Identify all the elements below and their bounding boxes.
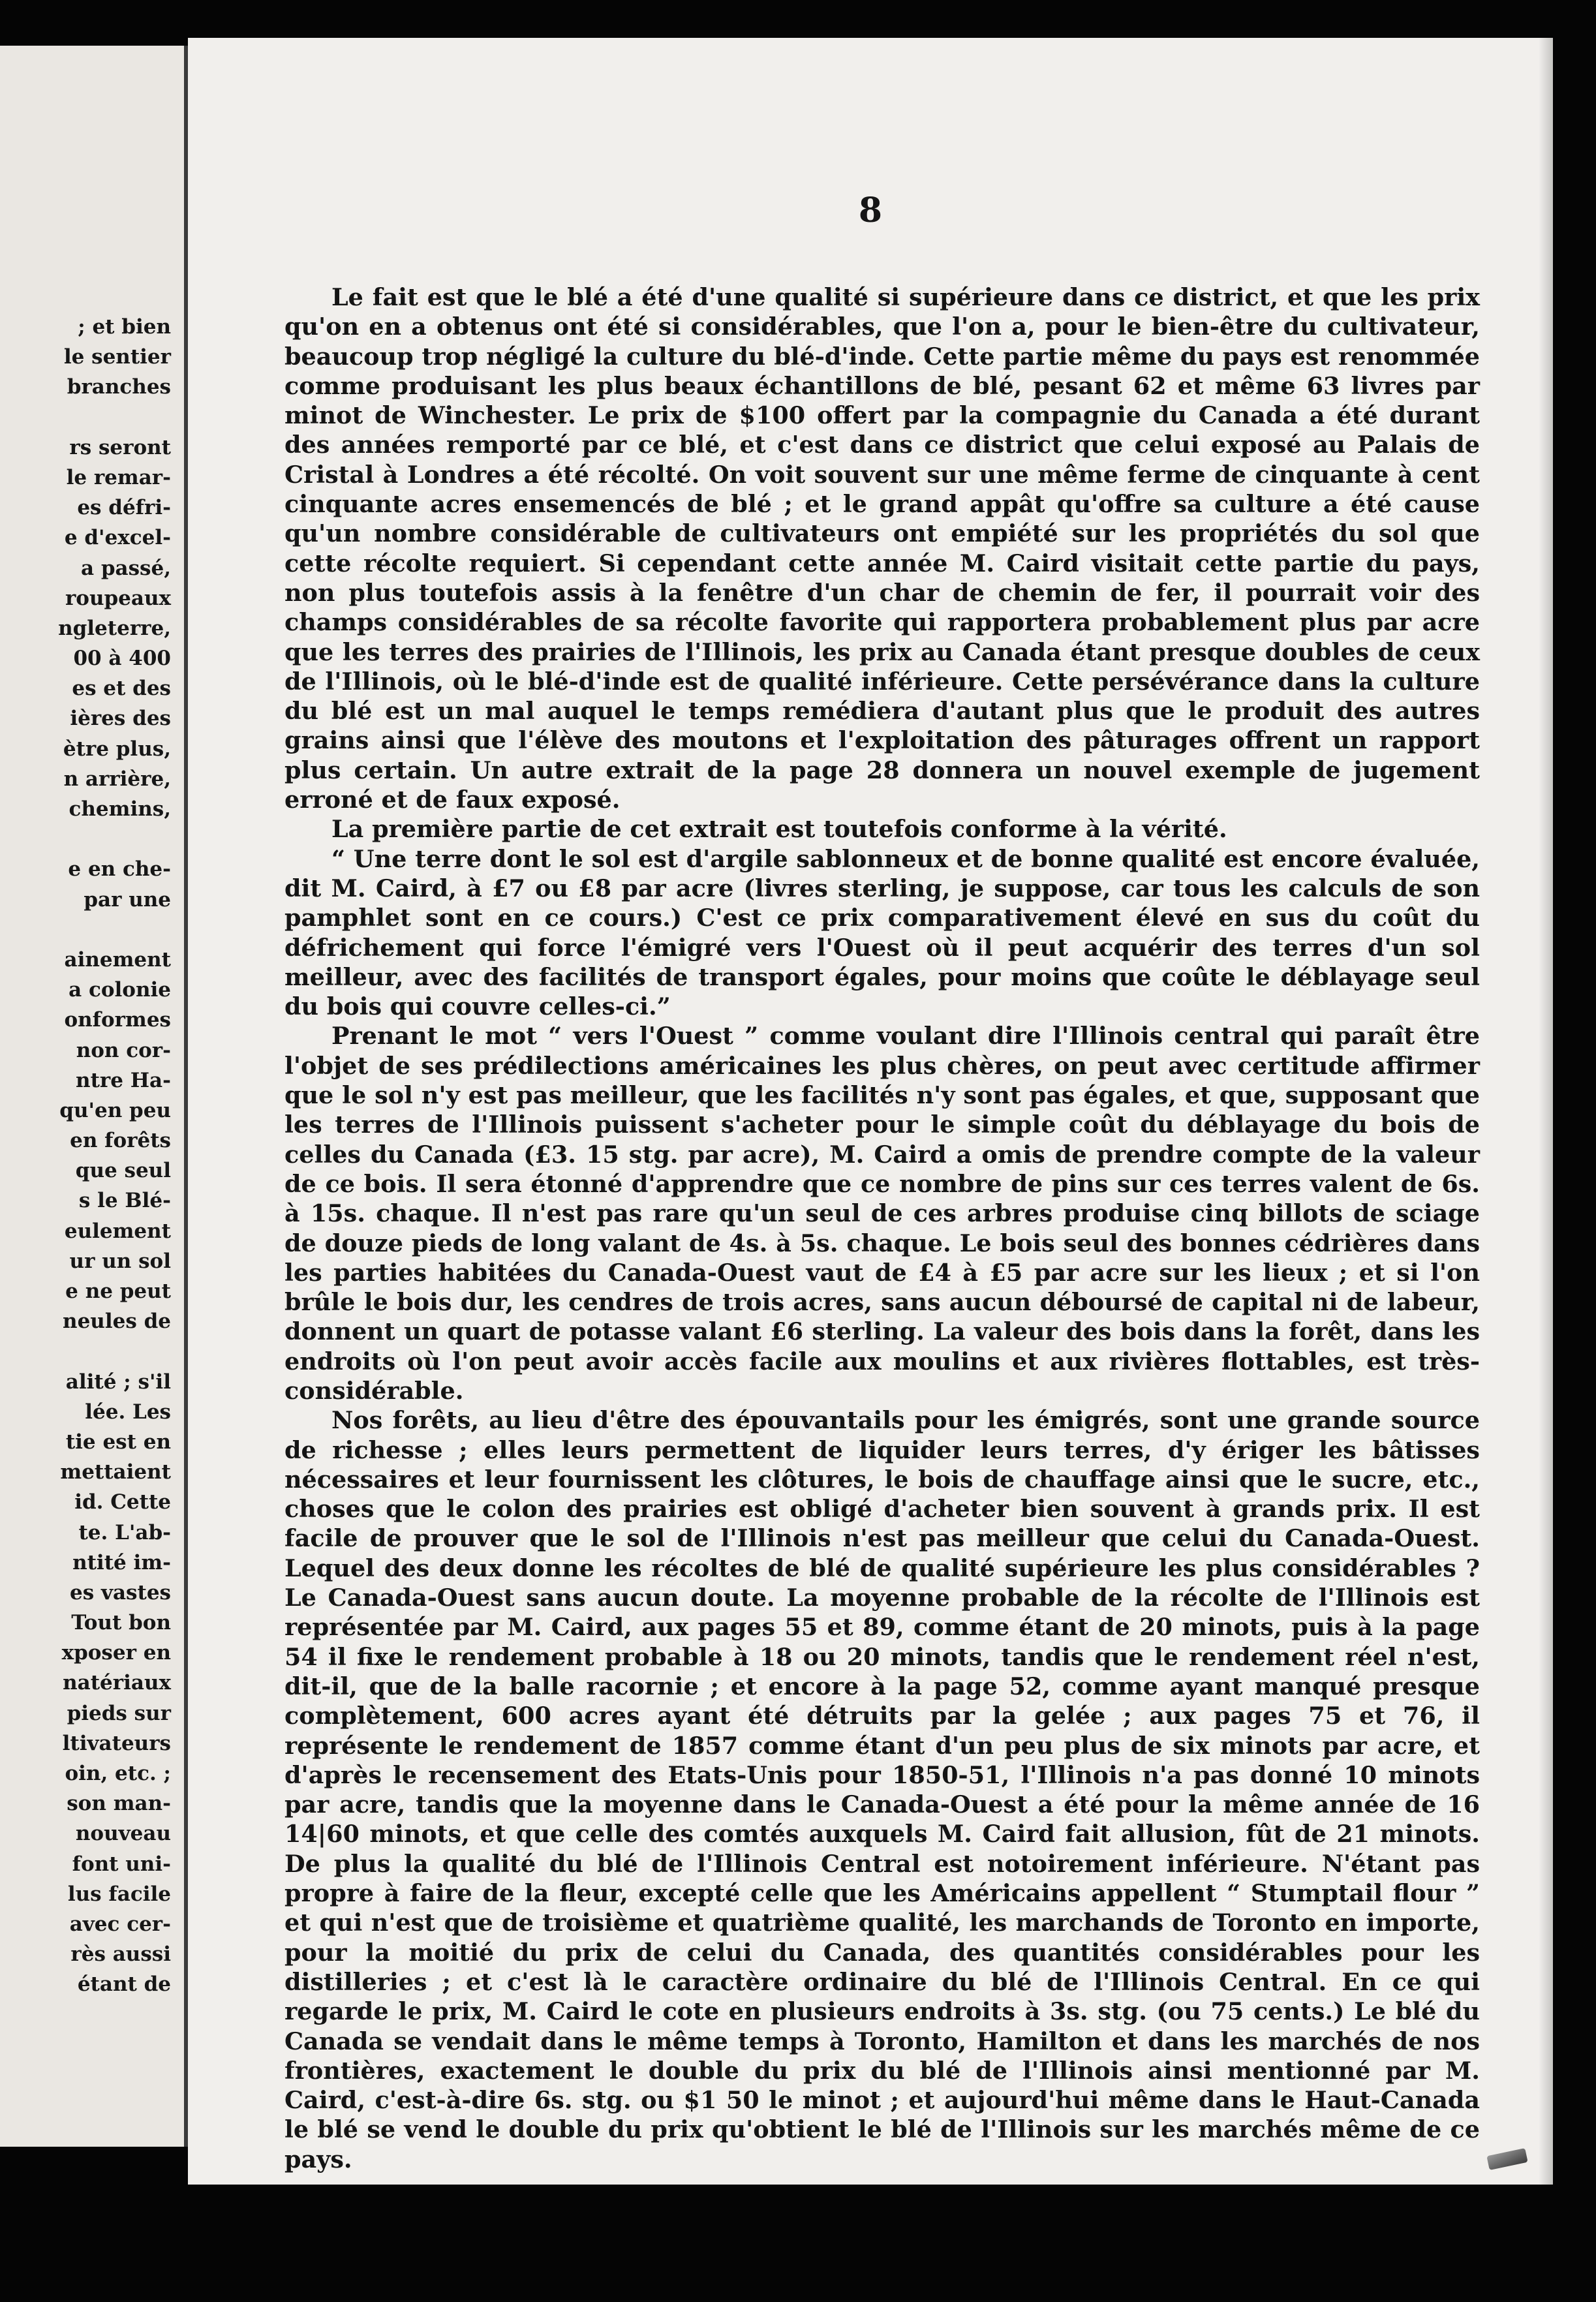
previous-page-line: eulement	[64, 1219, 171, 1243]
previous-page-line: onformes	[64, 1008, 171, 1032]
previous-page-line: pieds sur	[67, 1701, 171, 1725]
paragraph: Le fait est que le blé a été d'une qualité si supérieure dans ce district, et que les prix qu'on en a obtenus ont été si considérables, que l'on a, pour le bien-être du cultivateur, beaucoup trop négligé la culture du blé-d'inde. Cette partie même du pays est renommée comme produisant les plus beaux échantillons de blé, pesant 62 et même 63 livres par minot de Winchester. Le prix de $100 offert par la compagnie du Canada a été durant des années remporté par ce blé, et c'est dans ce district que celui exposé au Palais de Cristal à Londres a été récolté. On voit souvent sur une même ferme de cinquante à cent cinquante acres ensemencés de blé ; et le grand appât qu'offre sa culture a été cause qu'un nombre considérable de cultivateurs ont empiété sur les propriétés du sol que cette récolte requiert. Si cependant cette année M. Caird visitait cette partie du pays, non plus toutefois assis à la fenêtre d'un char de chemin de fer, il pourrait voir des champs considérables de sa récolte favorite qui rapportera probablement plus par acre que les terres des prairies de l'Illinois, les prix au Canada étant presque doubles de ceux de l'Illinois, où le blé-d'inde est de qualité inférieure. Cette persévérance dans la culture du blé est un mal auquel le temps remédiera d'autant plus que le produit des autres grains ainsi que l'élève des moutons et l'exploitation des pâturages offrent un rapport plus certain. Un autre extrait de la page 28 donnera un nouvel exemple de jugement erroné et de faux exposé.	[284, 283, 1480, 814]
previous-page-line: qu'en peu	[59, 1098, 171, 1122]
previous-page-line: oin, etc. ;	[65, 1762, 171, 1785]
previous-page-line: ètre plus,	[63, 737, 171, 761]
previous-page-line: a colonie	[69, 978, 171, 1002]
previous-page-line: Tout bon	[71, 1611, 171, 1635]
previous-page-line: neules de	[63, 1310, 171, 1334]
previous-page-line: natériaux	[63, 1671, 171, 1695]
document-page	[188, 38, 1553, 2185]
previous-page-line: es vastes	[69, 1580, 171, 1604]
previous-page-line: ur un sol	[69, 1249, 171, 1273]
body-text	[284, 283, 1480, 2174]
previous-page-line: e ne peut	[65, 1280, 171, 1303]
paragraph: La première partie de cet extrait est toutefois conforme à la vérité.	[331, 815, 1227, 844]
previous-page-line: chemins,	[69, 797, 171, 821]
previous-page-line: lus facile	[67, 1882, 171, 1906]
previous-page-line: te. L'ab-	[78, 1520, 171, 1544]
paragraph: “ Une terre dont le sol est d'argile sablonneux et de bonne qualité est encore évaluée, dit M. Caird, à £7 ou £8 par acre (livres sterling, je suppose, car tous les calculs de son pamphlet sont en ce cours.) C'est ce prix comparativement élevé en sus du coût du défrichement qui force l'émigré vers l'Ouest où il peut acquérir des terres d'un sol meilleur, avec des facilités de transport égales, pour moins que coûte le déblayage seul du bois qui couvre celles-ci.”	[284, 844, 1480, 1021]
corner-tab-mark	[1486, 2148, 1527, 2170]
previous-page-line	[0, 824, 171, 854]
previous-page-text	[0, 312, 171, 2000]
previous-page-line: es défri-	[77, 496, 171, 520]
previous-page-line: le sentier	[63, 345, 171, 369]
previous-page-line: a passé,	[80, 556, 171, 580]
previous-page-line: s le Blé-	[78, 1189, 171, 1213]
previous-page-line: par une	[84, 887, 171, 912]
previous-page-line: es et des	[72, 677, 171, 701]
previous-page-line: mettaient	[60, 1460, 171, 1484]
previous-page-line: ières des	[70, 707, 171, 731]
previous-page-line: font uni-	[72, 1852, 171, 1876]
previous-page-line: alité ; s'il	[65, 1370, 171, 1394]
previous-page-line: lée. Les	[85, 1400, 171, 1424]
previous-page-edge	[0, 46, 184, 2147]
previous-page-line: id. Cette	[74, 1490, 171, 1514]
previous-page-line: ltivateurs	[62, 1731, 171, 1755]
previous-page-line: branches	[67, 375, 171, 399]
previous-page-line: ntre Ha-	[76, 1068, 171, 1092]
page-number: 8	[858, 191, 883, 230]
previous-page-line: ngleterre,	[58, 616, 171, 640]
previous-page-line: son man-	[67, 1792, 171, 1816]
previous-page-line: en forêts	[70, 1129, 171, 1153]
previous-page-line: n arrière,	[63, 767, 171, 791]
previous-page-line: ; et bien	[78, 315, 171, 339]
previous-page-line: le remar-	[66, 465, 171, 489]
previous-page-line: non cor-	[76, 1038, 171, 1062]
previous-page-line: xposer en	[61, 1641, 171, 1665]
previous-page-line: 00 à 400	[73, 647, 171, 671]
previous-page-line: rès aussi	[70, 1942, 171, 1967]
previous-page-line: roupeaux	[65, 586, 171, 610]
previous-page-line: rs seront	[69, 435, 171, 459]
previous-page-line	[0, 1336, 171, 1366]
previous-page-line: étant de	[77, 1972, 171, 1997]
previous-page-line: tie est en	[65, 1430, 171, 1454]
previous-page-line: ainement	[64, 947, 171, 972]
paragraph: Prenant le mot “ vers l'Ouest ” comme voulant dire l'Illinois central qui paraît être l'objet de ses prédilections américaines les plus chères, on peut avec certitude affirmer que le sol n'y est pas meilleur, que les facilités n'y sont pas égales, et que, supposant que les terres de l'Illinois puissent s'acheter pour le simple coût du déblayage du bois de celles du Canada (£3. 15 stg. par acre), M. Caird a omis de prendre compte de la valeur de ce bois. Il sera étonné d'apprendre que ce nombre de pins sur ces terres valent de 6s. à 15s. chaque. Il n'est pas rare qu'un seul de ces arbres produise cinq billots de sciage de douze pieds de long valant de 4s. à 5s. chaque. Le bois seul des bonnes cédrières dans les parties habitées du Canada-Ouest vaut de £4 à £5 par acre sur les lieux ; et si l'on brûle le bois dur, les cendres de trois acres, sans aucun déboursé de capital ni de labeur, donnent un quart de potasse valant £6 sterling. La valeur des bois dans la forêt, dans les endroits où l'on peut avoir accès facile aux moulins et aux rivières flottables, est très-considérable.	[284, 1022, 1480, 1405]
paragraph: Nos forêts, au lieu d'être des épouvantails pour les émigrés, sont une grande source de richesse ; elles leurs permettent de liquider leurs terres, d'y ériger les bâtisses nécessaires et leur fournissent les clôtures, le bois de chauffage ainsi que le sucre, etc., choses que le colon des prairies est obligé d'acheter bien souvent à grands prix. Il est facile de prouver que le sol de l'Illinois n'est pas meilleur que celui du Canada-Ouest. Lequel des deux donne les récoltes de blé de qualité supérieure les plus considérables ? Le Canada-Ouest sans aucun doute. La moyenne probable de la récolte de l'Illinois est représentée par M. Caird, aux pages 55 et 89, comme étant de 20 minots, puis à la page 54 il fixe le rendement probable à 18 ou 20 minots, tandis que le rendement réel n'est, dit-il, que de la balle racornie ; et encore à la page 52, comme ayant manqué presque complètement, 600 acres ayant été détruits par la gelée ; aux pages 75 et 76, il représente le rendement de 1857 comme étant d'un peu plus de six minots par acre, et d'après le recensement des Etats-Unis pour 1850-51, l'Illinois n'a pas donné 10 minots par acre, tandis que la moyenne dans le Canada-Ouest a été pour la même année de 16 14|60 minots, et que celle des comtés auxquels M. Caird fait allusion, fût de 21 minots. De plus la qualité du blé de l'Illinois Central est notoirement inférieure. N'étant pas propre à faire de la fleur, excepté celle que les Américains appellent “ Stumptail flour ” et qui n'est que de troisième et quatrième qualité, les marchands de Toronto en importe, pour la moitié du prix de celui du Canada, des quantités considérables pour les distilleries ; et c'est là le caractère ordinaire du blé de l'Illinois Central. En ce qui regarde le prix, M. Caird le cote en plusieurs endroits à 3s. stg. (ou 75 cents.) Le blé du Canada se vendait dans le même temps à Toronto, Hamilton et dans les marchés de nos frontières, exactement le double du prix du blé de l'Illinois ainsi mentionné par M. Caird, c'est-à-dire 6s. stg. ou $1 50 le minot ; et aujourd'hui même dans le Haut-Canada le blé se vend le double du prix qu'obtient le blé de l'Illinois sur les marchés même de ce pays.	[284, 1406, 1480, 2173]
previous-page-line: nouveau	[75, 1822, 171, 1846]
previous-page-line	[0, 915, 171, 945]
previous-page-line	[0, 403, 171, 433]
previous-page-line: e d'excel-	[64, 526, 171, 550]
previous-page-line: e en che-	[68, 857, 171, 882]
previous-page-line: ntité im-	[72, 1550, 171, 1574]
previous-page-line: que seul	[75, 1159, 171, 1183]
previous-page-line: avec cer-	[69, 1912, 171, 1936]
page-edge-shadow	[1539, 38, 1553, 2185]
